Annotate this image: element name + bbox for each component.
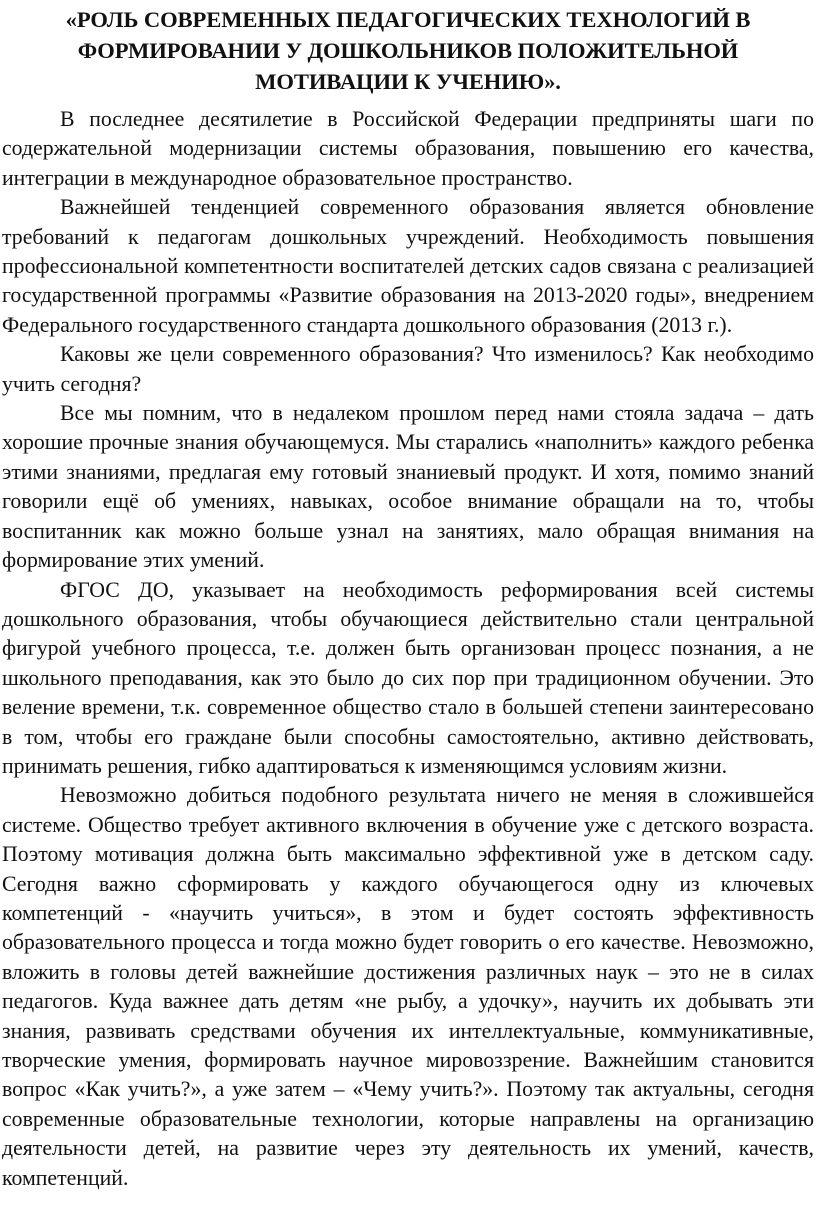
paragraph-trend: Важнейшей тенденцией современного образования является обновление требований к педагогам дошкольных учреждений. Необходимость повышения профессиональной компетентности воспитателей детских садов связана с реализацией государственной программы «Развитие образования на 2013-2020 годы», внедрением Федерального государственного стандарта дошкольного образования (2013 г.). [2, 195, 814, 337]
paragraph-intro: В последнее десятилетие в Российской Федерации предприняты шаги по содержательной модернизации системы образования, повышению его качества, интеграции в международное образовательное пространство. [2, 107, 814, 190]
paragraph-past: Все мы помним, что в недалеком прошлом перед нами стояла задача – дать хорошие прочные знания обучающемуся. Мы старались «наполнить» каждого ребенка этими знаниями, предлагая ему готовый знаниевый продукт. И хотя, помимо знаний говорили ещё об умениях, навыках, особое внимание обращали на то, чтобы воспитанник как можно больше узнал на занятиях, мало обращая внимания на формирование этих умений. [2, 401, 814, 573]
paragraph-fgos: ФГОС ДО, указывает на необходимость реформирования всей системы дошкольного образования, чтобы обучающиеся действительно стали центральной фигурой учебного процесса, т.е. должен быть организован процесс познания, а не школьного преподавания, как это было до сих пор при традиционном обучении. Это веление времени, т.к. современное общество стало в большей степени заинтересовано в том, чтобы его граждане были способны самостоятельно, активно действовать, принимать решения, гибко адаптироваться к изменяющимся условиям жизни. [2, 577, 814, 778]
paragraph-questions: Каковы же цели современного образования? Что изменилось? Как необходимо учить сегодня? [2, 342, 814, 396]
paragraph-motivation: Невозможно добиться подобного результата ничего не меняя в сложившейся системе. Общество требует активного включения в обучение уже с детского возраста. Поэтому мотивация должна быть максимально эффективной уже в детском саду. Сегодня важно сформировать у каждого обучающегося одну из ключевых компетенций - «научить учиться», в этом и будет состоять эффективность образовательного процесса и тогда можно будет говорить о его качестве. Невозможно, вложить в головы детей важнейшие достижения различных наук – это не в силах педагогов. Куда важнее дать детям «не рыбу, а удочку», научить их добывать эти знания, развивать средствами обучения их интеллектуальные, коммуникативные, творческие умения, формировать научное мировоззрение. Важнейшим становится вопрос «Как учить?», а уже затем – «Чему учить?». Поэтому так актуальны, сегодня современные образовательные технологии, которые направлены на организацию деятельности детей, на развитие через эту деятельность их умений, качеств, компетенций. [2, 783, 814, 1190]
document-title: «РОЛЬ СОВРЕМЕННЫХ ПЕДАГОГИЧЕСКИХ ТЕХНОЛОГИЙ В ФОРМИРОВАНИИ У ДОШКОЛЬНИКОВ ПОЛОЖИТЕЛЬНОЙ МОТИВАЦИИ К УЧЕНИЮ». [65, 7, 751, 94]
